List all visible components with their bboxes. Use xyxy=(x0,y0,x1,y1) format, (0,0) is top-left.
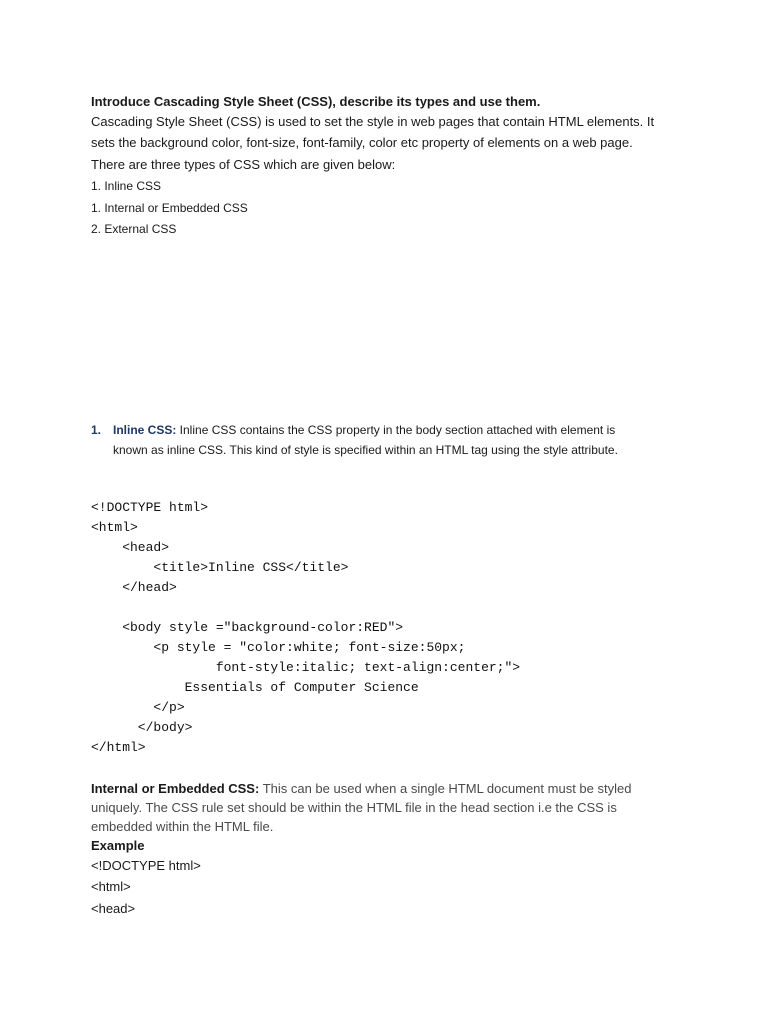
intro-line-2: sets the background color, font-size, font-family, color etc property of elements on a web page. xyxy=(91,135,633,150)
inline-section-title: Inline CSS: xyxy=(113,423,177,437)
code-line: <head> xyxy=(91,540,170,555)
code-line: font-style:italic; text-align:center;"> xyxy=(91,660,521,675)
code-line xyxy=(91,599,520,619)
intro-line-3: There are three types of CSS which are given below: xyxy=(91,157,396,172)
intro-heading: Introduce Cascading Style Sheet (CSS), describe its types and use them. xyxy=(91,94,541,109)
types-list-item-3: 2. External CSS xyxy=(91,222,177,236)
inline-section-text-1: Inline CSS contains the CSS property in the body section attached with element is xyxy=(176,423,616,437)
types-list-item-2: 1. Internal or Embedded CSS xyxy=(91,201,248,215)
types-list-item-1: 1. Inline CSS xyxy=(91,179,162,193)
code-line: </body> xyxy=(91,720,193,735)
internal-section-text-3: embedded within the HTML file. xyxy=(91,819,274,834)
internal-section-text-1: This can be used when a single HTML document must be styled xyxy=(259,781,632,796)
intro-line-1: Cascading Style Sheet (CSS) is used to set the style in web pages that contain HTML elements. It xyxy=(91,114,655,129)
internal-section-title: Internal or Embedded CSS: xyxy=(91,781,260,796)
code-line: Essentials of Computer Science xyxy=(91,680,419,695)
code-line: <!DOCTYPE html> xyxy=(91,500,209,515)
example-code-line: <!DOCTYPE html> xyxy=(91,858,201,873)
code-line: <title>Inline CSS</title> xyxy=(91,560,349,575)
code-line: </p> xyxy=(91,700,185,715)
code-line: <body style ="background-color:RED"> xyxy=(91,620,404,635)
inline-code-block xyxy=(91,499,520,759)
inline-section-text-2: known as inline CSS. This kind of style is specified within an HTML tag using the style attribute. xyxy=(113,443,618,457)
code-line: </html> xyxy=(91,740,146,755)
code-line: <html> xyxy=(91,520,138,535)
code-line: </head> xyxy=(91,580,177,595)
code-line: <p style = "color:white; font-size:50px; xyxy=(91,640,466,655)
inline-section-line-1 xyxy=(113,422,615,439)
internal-section-text-2: uniquely. The CSS rule set should be within the HTML file in the head section i.e the CSS is xyxy=(91,800,617,815)
example-code-line: <head> xyxy=(91,901,136,916)
example-code-line: <html> xyxy=(91,879,131,894)
inline-section-number: 1. xyxy=(91,423,102,437)
example-label: Example xyxy=(91,838,145,853)
internal-section-line-1 xyxy=(91,780,631,798)
